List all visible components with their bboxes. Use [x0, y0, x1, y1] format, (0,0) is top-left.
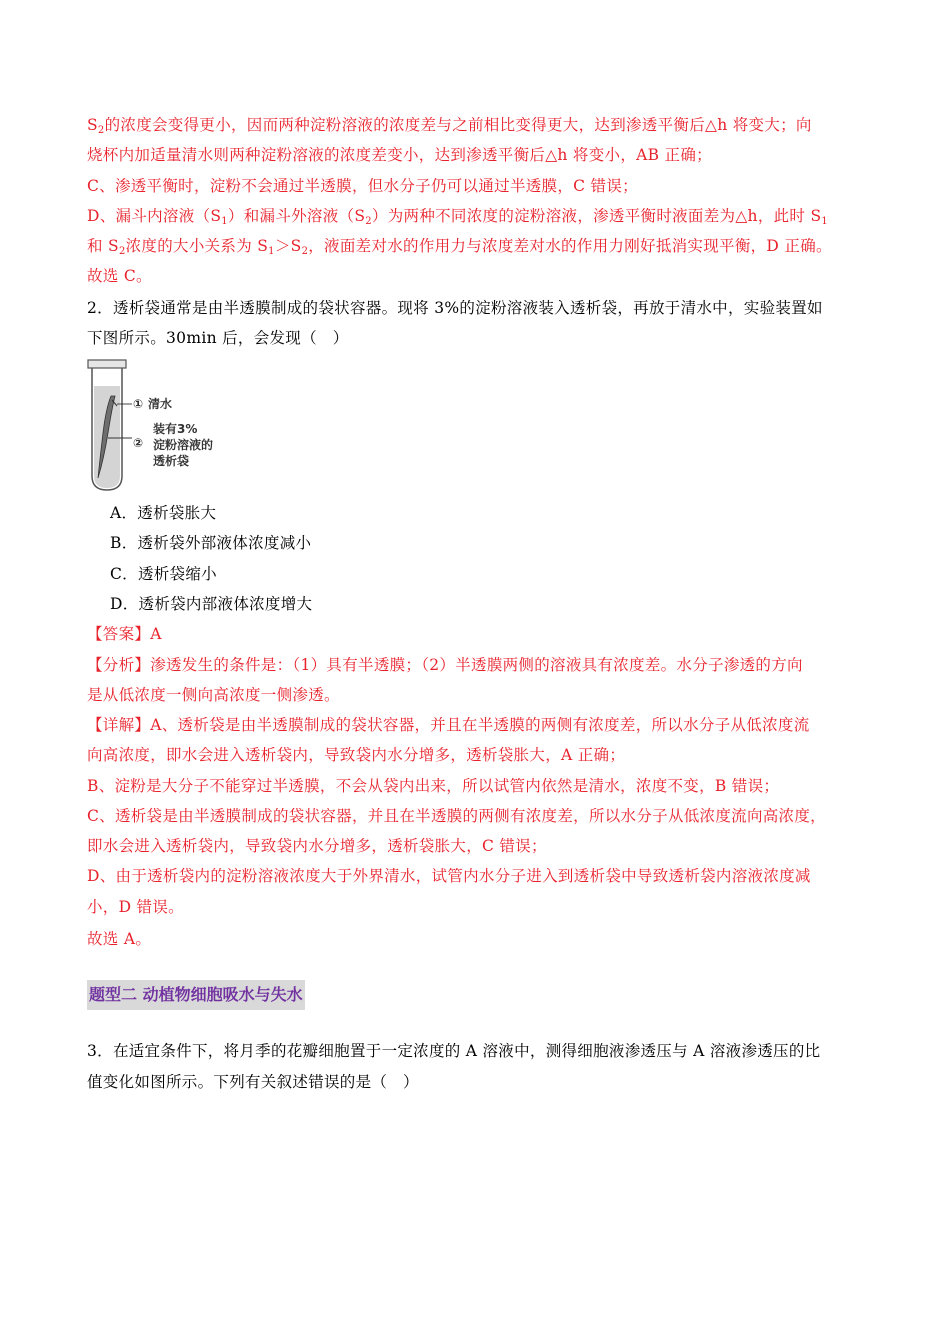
- section-heading: 题型二 动植物细胞吸水与失水: [87, 980, 305, 1010]
- q2-option-c[interactable]: C．透析袋缩小: [110, 565, 217, 583]
- q2-detail-line-3: B、淀粉是大分子不能穿过半透膜，不会从袋内出来，所以试管内依然是清水，浓度不变，B 错误；: [87, 777, 780, 795]
- q3-stem-line-2: 值变化如图所示。下列有关叙述错误的是（ ）: [87, 1073, 419, 1091]
- q2-detail-conclusion: 故选 A。: [87, 930, 152, 948]
- q2-stem-line-2: 下图所示。30min 后，会发现（ ）: [87, 329, 349, 347]
- q2-answer: 【答案】A: [87, 625, 162, 643]
- prev-answer-line-1: $S_2$的浓度会变得更小，因而两种淀粉溶液的浓度差与之前相比变得更大，达到渗透平衡后△h 将变大；向: [87, 116, 812, 136]
- label-2-number: ②: [133, 436, 144, 450]
- label-2-text-c: 透析袋: [153, 454, 190, 468]
- label-1-number: ①: [133, 397, 144, 411]
- dialysis-tube-figure: [86, 358, 226, 493]
- q2-detail-line-7: 小，D 错误。: [87, 898, 184, 916]
- tube-rim: [88, 360, 126, 368]
- q2-detail-line-4: C、透析袋是由半透膜制成的袋状容器，并且在半透膜的两侧有浓度差，所以水分子从低浓度流向高浓度，: [87, 807, 826, 825]
- q2-detail-line-5: 即水会进入透析袋内，导致袋内水分增多，透析袋胀大，C 错误；: [87, 837, 547, 855]
- q2-analysis-line-1: 【分析】渗透发生的条件是：（1）具有半透膜；（2）半透膜两侧的溶液具有浓度差。水分子渗透的方向: [87, 656, 803, 674]
- prev-answer-line-2: 烧杯内加适量清水则两种淀粉溶液的浓度差变小，达到渗透平衡后△h 将变小，AB 正确；: [87, 146, 712, 164]
- prev-answer-line-4: D、漏斗内溶液$(S_1)$和漏斗外溶液$(S_2)$为两种不同浓度的淀粉溶液，渗透平衡时液面差为△h，此时 $S_1$: [87, 207, 829, 227]
- q2-detail-line-1: 【详解】A、透析袋是由半透膜制成的袋状容器，并且在半透膜的两侧有浓度差，所以水分子从低浓度流: [87, 716, 810, 734]
- prev-answer-line-3: C、渗透平衡时，淀粉不会通过半透膜，但水分子仍可以通过半透膜，C 错误；: [87, 177, 638, 195]
- q2-option-d[interactable]: D．透析袋内部液体浓度增大: [110, 595, 313, 613]
- q2-detail-line-2: 向高浓度，即水会进入透析袋内，导致袋内水分增多，透析袋胀大，A 正确；: [87, 746, 626, 764]
- q2-analysis-line-2: 是从低浓度一侧向高浓度一侧渗透。: [87, 686, 340, 704]
- q3-stem-line-1: 3．在适宜条件下，将月季的花瓣细胞置于一定浓度的 A 溶液中，测得细胞液渗透压与 A 溶液渗透压的比: [87, 1042, 821, 1060]
- prev-answer-conclusion: 故选 C。: [87, 267, 152, 285]
- label-1-text: 清水: [148, 397, 173, 411]
- q2-option-b[interactable]: B．透析袋外部液体浓度减小: [110, 534, 312, 552]
- label-2-text-b: 淀粉溶液的: [153, 438, 214, 452]
- prev-answer-line-5: 和 $S_2$浓度的大小关系为 $S_1>S_2$，液面差对水的作用力与浓度差对水的作用力刚好抵消实现平衡，D 正确。: [87, 237, 832, 257]
- q2-stem-line-1: 2．透析袋通常是由半透膜制成的袋状容器。现将 3%的淀粉溶液装入透析袋，再放于清水中，实验装置如: [87, 299, 823, 317]
- q2-option-a[interactable]: A．透析袋胀大: [110, 504, 217, 522]
- q2-detail-line-6: D、由于透析袋内的淀粉溶液浓度大于外界清水，试管内水分子进入到透析袋中导致透析袋内溶液浓度减: [87, 867, 811, 885]
- label-2-text-a: 装有3%: [153, 422, 198, 436]
